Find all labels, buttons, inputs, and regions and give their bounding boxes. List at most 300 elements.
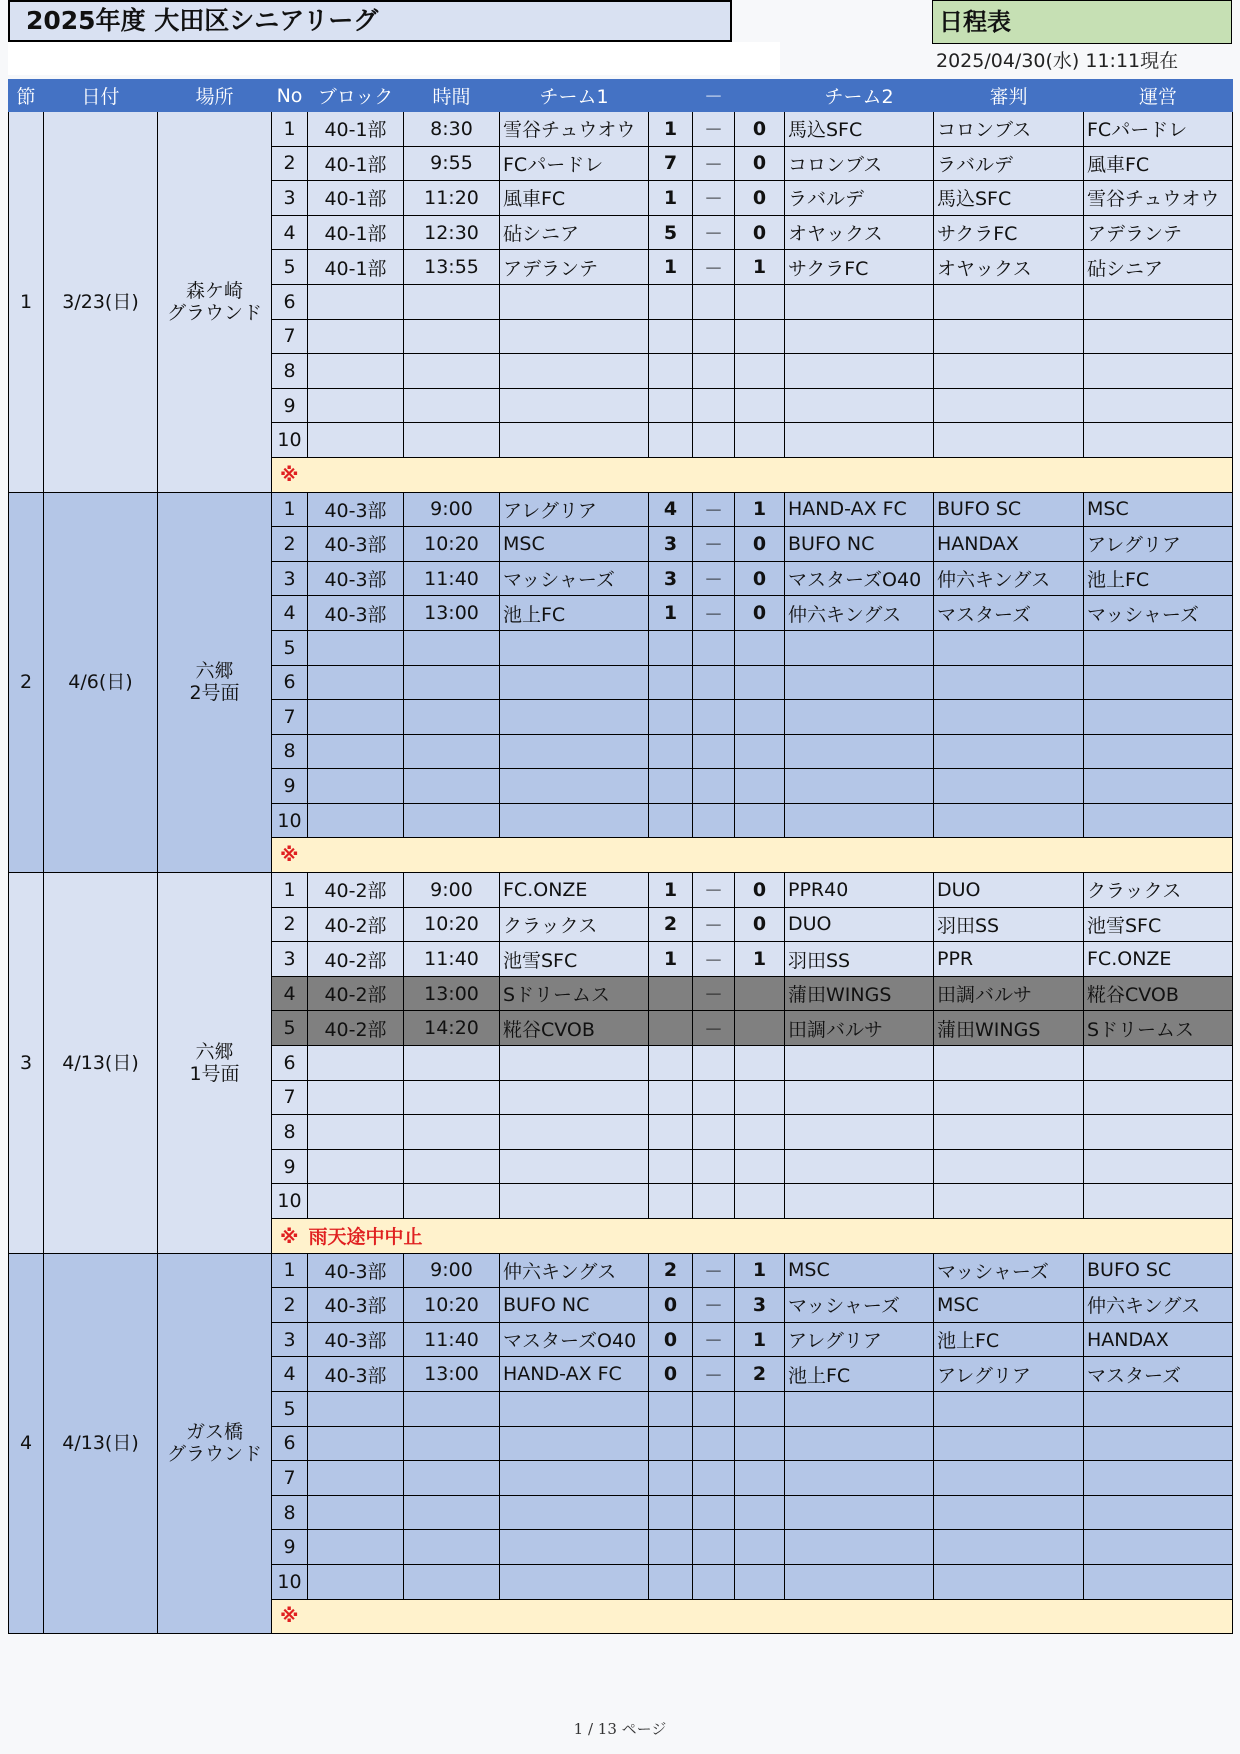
place-label: ガス橋 グラウンド [166, 1421, 262, 1466]
score1-cell: 3 [649, 561, 693, 596]
team2-cell [785, 1080, 934, 1115]
team2-cell: 羽田SS [785, 942, 934, 977]
score2-cell: 3 [735, 1288, 785, 1323]
col-dash: － [693, 80, 735, 112]
dash-cell: － [693, 215, 735, 250]
referee-cell: オヤックス [934, 250, 1084, 285]
score2-cell [735, 423, 785, 458]
score1-cell [649, 630, 693, 665]
score2-cell: 1 [735, 1322, 785, 1357]
block-cell [308, 1046, 404, 1081]
place-label: 六郷 1号面 [189, 1040, 240, 1085]
block-cell: 40-1部 [308, 250, 404, 285]
team1-cell: FC.ONZE [500, 873, 649, 908]
team2-cell: ラバルデ [785, 181, 934, 216]
dash-cell [693, 319, 735, 354]
score2-cell [735, 665, 785, 700]
time-cell [404, 1530, 500, 1565]
match-no: 9 [272, 388, 308, 423]
team2-cell: マスターズO40 [785, 561, 934, 596]
time-cell [404, 803, 500, 838]
match-no: 3 [272, 942, 308, 977]
block-cell [308, 803, 404, 838]
score2-cell [735, 1391, 785, 1426]
time-cell: 11:40 [404, 561, 500, 596]
ops-cell [1084, 1495, 1233, 1530]
dash-cell [693, 1564, 735, 1599]
ops-cell: マスターズ [1084, 1357, 1233, 1392]
time-cell [404, 1564, 500, 1599]
team1-cell [500, 1564, 649, 1599]
team1-cell: クラックス [500, 907, 649, 942]
team2-cell [785, 388, 934, 423]
col-block: ブロック [308, 80, 404, 112]
match-no: 4 [272, 1357, 308, 1392]
time-cell [404, 388, 500, 423]
date-cell: 4/6(日) [44, 492, 158, 873]
time-cell: 13:00 [404, 1357, 500, 1392]
col-referee: 審判 [934, 80, 1084, 112]
time-cell: 14:20 [404, 1011, 500, 1046]
score1-cell: 1 [649, 250, 693, 285]
dash-cell [693, 1391, 735, 1426]
referee-cell [934, 1530, 1084, 1565]
ops-cell [1084, 423, 1233, 458]
col-score1 [649, 80, 693, 112]
team1-cell [500, 700, 649, 735]
ops-cell [1084, 1046, 1233, 1081]
referee-cell [934, 630, 1084, 665]
page-footer: 1 / 13 ページ [573, 1720, 667, 1738]
score1-cell: 2 [649, 1253, 693, 1288]
referee-cell: 蒲田WINGS [934, 1011, 1084, 1046]
match-no: 10 [272, 803, 308, 838]
block-cell [308, 1495, 404, 1530]
referee-cell [934, 319, 1084, 354]
team1-cell [500, 354, 649, 389]
referee-cell: 馬込SFC [934, 181, 1084, 216]
score2-cell: 0 [735, 112, 785, 147]
time-cell: 8:30 [404, 112, 500, 147]
score1-cell: 5 [649, 215, 693, 250]
dash-cell [693, 1184, 735, 1219]
score1-cell [649, 803, 693, 838]
team2-cell: 仲六キングス [785, 596, 934, 631]
block-cell [308, 700, 404, 735]
team1-cell [500, 734, 649, 769]
block-cell [308, 734, 404, 769]
ops-cell [1084, 1149, 1233, 1184]
ops-cell: Sドリームス [1084, 1011, 1233, 1046]
dash-cell [693, 700, 735, 735]
score1-cell [649, 319, 693, 354]
score1-cell [649, 1184, 693, 1219]
team1-cell [500, 1461, 649, 1496]
team1-cell: BUFO NC [500, 1288, 649, 1323]
date-cell: 4/13(日) [44, 1253, 158, 1634]
dash-cell [693, 423, 735, 458]
match-no: 6 [272, 284, 308, 319]
col-team2: チーム2 [785, 80, 934, 112]
score1-cell [649, 976, 693, 1011]
referee-cell [934, 734, 1084, 769]
score2-cell [735, 1530, 785, 1565]
ops-cell [1084, 354, 1233, 389]
team2-cell: 田調バルサ [785, 1011, 934, 1046]
time-cell [404, 769, 500, 804]
match-no: 6 [272, 1046, 308, 1081]
score1-cell: 4 [649, 492, 693, 527]
score2-cell [735, 1426, 785, 1461]
block-cell: 40-1部 [308, 146, 404, 181]
dash-cell: － [693, 1288, 735, 1323]
col-score2 [735, 80, 785, 112]
match-no: 5 [272, 250, 308, 285]
match-no: 8 [272, 1115, 308, 1150]
dash-cell: － [693, 596, 735, 631]
match-no: 4 [272, 976, 308, 1011]
match-no: 9 [272, 769, 308, 804]
team2-cell: MSC [785, 1253, 934, 1288]
team2-cell [785, 630, 934, 665]
time-cell [404, 1184, 500, 1219]
block-cell: 40-3部 [308, 1322, 404, 1357]
team2-cell: オヤックス [785, 215, 934, 250]
score1-cell: 1 [649, 596, 693, 631]
score2-cell: 1 [735, 942, 785, 977]
referee-cell: HANDAX [934, 527, 1084, 562]
referee-cell [934, 1461, 1084, 1496]
team1-cell: 仲六キングス [500, 1253, 649, 1288]
referee-cell: DUO [934, 873, 1084, 908]
match-no: 3 [272, 1322, 308, 1357]
block-cell [308, 1564, 404, 1599]
setsu-cell: 1 [9, 112, 44, 493]
ops-cell: マッシャーズ [1084, 596, 1233, 631]
team1-cell: FCパードレ [500, 146, 649, 181]
score2-cell: 0 [735, 215, 785, 250]
match-no: 5 [272, 630, 308, 665]
col-ops: 運営 [1084, 80, 1233, 112]
team1-cell: HAND-AX FC [500, 1357, 649, 1392]
score2-cell [735, 1495, 785, 1530]
ops-cell [1084, 734, 1233, 769]
team1-cell [500, 1046, 649, 1081]
match-no: 6 [272, 1426, 308, 1461]
score1-cell [649, 734, 693, 769]
block-cell: 40-2部 [308, 976, 404, 1011]
note-cell [272, 457, 1233, 492]
dash-cell: － [693, 976, 735, 1011]
time-cell: 13:00 [404, 976, 500, 1011]
ops-cell: アデランテ [1084, 215, 1233, 250]
team1-cell [500, 1149, 649, 1184]
block-cell: 40-3部 [308, 561, 404, 596]
time-cell [404, 1115, 500, 1150]
team1-cell [500, 284, 649, 319]
team1-cell [500, 319, 649, 354]
match-no: 3 [272, 561, 308, 596]
time-cell: 9:00 [404, 492, 500, 527]
time-cell: 9:55 [404, 146, 500, 181]
score2-cell [735, 630, 785, 665]
ops-cell [1084, 1426, 1233, 1461]
time-cell: 12:30 [404, 215, 500, 250]
score1-cell [649, 1391, 693, 1426]
block-cell: 40-1部 [308, 215, 404, 250]
block-cell [308, 630, 404, 665]
match-row [9, 112, 1233, 147]
referee-cell [934, 1391, 1084, 1426]
team1-cell: Sドリームス [500, 976, 649, 1011]
team1-cell: アレグリア [500, 492, 649, 527]
match-no: 8 [272, 734, 308, 769]
league-title: 2025年度 大田区シニアリーグ [8, 0, 732, 42]
ops-cell [1084, 630, 1233, 665]
ops-cell [1084, 1461, 1233, 1496]
setsu-cell: 4 [9, 1253, 44, 1634]
team1-cell: MSC [500, 527, 649, 562]
team2-cell [785, 423, 934, 458]
score2-cell [735, 734, 785, 769]
ops-cell: 池雪SFC [1084, 907, 1233, 942]
ops-cell [1084, 769, 1233, 804]
ops-cell [1084, 388, 1233, 423]
team2-cell [785, 1564, 934, 1599]
score2-cell: 0 [735, 873, 785, 908]
match-no: 2 [272, 907, 308, 942]
team2-cell [785, 734, 934, 769]
block-cell: 40-3部 [308, 596, 404, 631]
score2-cell [735, 284, 785, 319]
score1-cell [649, 700, 693, 735]
score1-cell [649, 1564, 693, 1599]
team2-cell: BUFO NC [785, 527, 934, 562]
block-cell [308, 665, 404, 700]
block-cell [308, 284, 404, 319]
dash-cell: － [693, 146, 735, 181]
note-cell [272, 1599, 1233, 1634]
score2-cell [735, 976, 785, 1011]
place-cell [158, 492, 272, 873]
score2-cell [735, 1011, 785, 1046]
team2-cell [785, 1530, 934, 1565]
dash-cell: － [693, 492, 735, 527]
block-cell: 40-1部 [308, 112, 404, 147]
team2-cell [785, 1046, 934, 1081]
team2-cell [785, 1115, 934, 1150]
referee-cell [934, 1426, 1084, 1461]
score2-cell: 0 [735, 561, 785, 596]
match-row [9, 873, 1233, 908]
referee-cell [934, 803, 1084, 838]
setsu-cell: 2 [9, 492, 44, 873]
referee-cell: コロンブス [934, 112, 1084, 147]
time-cell [404, 423, 500, 458]
dash-cell: － [693, 1011, 735, 1046]
referee-cell [934, 1184, 1084, 1219]
match-no: 10 [272, 1184, 308, 1219]
ops-cell [1084, 284, 1233, 319]
block-cell: 40-1部 [308, 181, 404, 216]
team2-cell [785, 354, 934, 389]
score1-cell [649, 1426, 693, 1461]
block-cell [308, 1426, 404, 1461]
referee-cell [934, 354, 1084, 389]
score2-cell: 1 [735, 250, 785, 285]
team2-cell: サクラFC [785, 250, 934, 285]
match-no: 4 [272, 596, 308, 631]
match-no: 7 [272, 1080, 308, 1115]
team1-cell: 雪谷チュウオウ [500, 112, 649, 147]
match-no: 1 [272, 112, 308, 147]
team1-cell [500, 1391, 649, 1426]
block-cell [308, 1530, 404, 1565]
match-no: 5 [272, 1011, 308, 1046]
score1-cell [649, 284, 693, 319]
block-cell [308, 319, 404, 354]
ops-cell: アレグリア [1084, 527, 1233, 562]
col-no: No [272, 80, 308, 112]
referee-cell [934, 700, 1084, 735]
referee-cell [934, 388, 1084, 423]
time-cell: 9:00 [404, 1253, 500, 1288]
dash-cell: － [693, 181, 735, 216]
ops-cell [1084, 1391, 1233, 1426]
team2-cell [785, 1149, 934, 1184]
score2-cell [735, 769, 785, 804]
referee-cell: PPR [934, 942, 1084, 977]
date-cell: 4/13(日) [44, 873, 158, 1254]
team2-cell: アレグリア [785, 1322, 934, 1357]
col-team1: チーム1 [500, 80, 649, 112]
match-no: 7 [272, 1461, 308, 1496]
team1-cell: アデランテ [500, 250, 649, 285]
referee-cell: ラバルデ [934, 146, 1084, 181]
score1-cell: 1 [649, 112, 693, 147]
referee-cell [934, 423, 1084, 458]
match-no: 9 [272, 1530, 308, 1565]
time-cell: 13:55 [404, 250, 500, 285]
score2-cell [735, 388, 785, 423]
team1-cell [500, 1080, 649, 1115]
ops-cell [1084, 803, 1233, 838]
block-cell: 40-3部 [308, 492, 404, 527]
place-label: 森ケ崎 グラウンド [166, 279, 262, 324]
ops-cell [1084, 1564, 1233, 1599]
block-cell: 40-2部 [308, 942, 404, 977]
score2-cell [735, 1184, 785, 1219]
score1-cell: 1 [649, 942, 693, 977]
team1-cell [500, 630, 649, 665]
block-cell [308, 1461, 404, 1496]
block-cell: 40-2部 [308, 907, 404, 942]
match-no: 3 [272, 181, 308, 216]
team2-cell [785, 1184, 934, 1219]
referee-cell [934, 1149, 1084, 1184]
dash-cell: － [693, 527, 735, 562]
ops-cell [1084, 1184, 1233, 1219]
note-text: 雨天途中中止 [308, 1226, 423, 1249]
date-cell: 3/23(日) [44, 112, 158, 493]
score2-cell: 1 [735, 492, 785, 527]
dash-cell [693, 284, 735, 319]
col-time: 時間 [404, 80, 500, 112]
dash-cell [693, 803, 735, 838]
score2-cell: 0 [735, 907, 785, 942]
dash-cell [693, 630, 735, 665]
referee-cell: BUFO SC [934, 492, 1084, 527]
team2-cell [785, 1426, 934, 1461]
block-cell: 40-2部 [308, 1011, 404, 1046]
note-mark: ※ [280, 844, 299, 867]
score1-cell [649, 665, 693, 700]
team2-cell: PPR40 [785, 873, 934, 908]
col-date: 日付 [44, 80, 158, 112]
match-no: 2 [272, 527, 308, 562]
time-cell [404, 700, 500, 735]
score1-cell: 0 [649, 1322, 693, 1357]
header-row [9, 80, 1233, 112]
team2-cell [785, 1391, 934, 1426]
block-cell [308, 1149, 404, 1184]
score1-cell [649, 1080, 693, 1115]
ops-cell: HANDAX [1084, 1322, 1233, 1357]
referee-cell [934, 284, 1084, 319]
time-cell [404, 1461, 500, 1496]
score1-cell [649, 769, 693, 804]
referee-cell [934, 769, 1084, 804]
block-cell [308, 1184, 404, 1219]
score1-cell [649, 388, 693, 423]
place-cell [158, 1253, 272, 1634]
note-mark: ※ [280, 1226, 299, 1249]
dash-cell: － [693, 907, 735, 942]
team1-cell [500, 388, 649, 423]
referee-cell: 池上FC [934, 1322, 1084, 1357]
match-no: 2 [272, 1288, 308, 1323]
block-cell [308, 388, 404, 423]
ops-cell: FC.ONZE [1084, 942, 1233, 977]
match-no: 5 [272, 1391, 308, 1426]
dash-cell [693, 354, 735, 389]
team2-cell: 池上FC [785, 1357, 934, 1392]
score1-cell: 7 [649, 146, 693, 181]
match-no: 7 [272, 700, 308, 735]
team1-cell [500, 1530, 649, 1565]
note-cell [272, 1219, 1233, 1254]
block-cell: 40-3部 [308, 527, 404, 562]
block-cell [308, 769, 404, 804]
score2-cell: 0 [735, 181, 785, 216]
referee-cell [934, 1495, 1084, 1530]
match-no: 4 [272, 215, 308, 250]
score1-cell: 0 [649, 1357, 693, 1392]
score1-cell [649, 354, 693, 389]
dash-cell [693, 665, 735, 700]
time-cell [404, 319, 500, 354]
score1-cell [649, 1011, 693, 1046]
ops-cell: 仲六キングス [1084, 1288, 1233, 1323]
match-no: 6 [272, 665, 308, 700]
ops-cell: クラックス [1084, 873, 1233, 908]
score2-cell [735, 1080, 785, 1115]
match-no: 1 [272, 1253, 308, 1288]
score2-cell [735, 319, 785, 354]
time-cell: 11:40 [404, 942, 500, 977]
team1-cell: 糀谷CVOB [500, 1011, 649, 1046]
team1-cell: 池上FC [500, 596, 649, 631]
